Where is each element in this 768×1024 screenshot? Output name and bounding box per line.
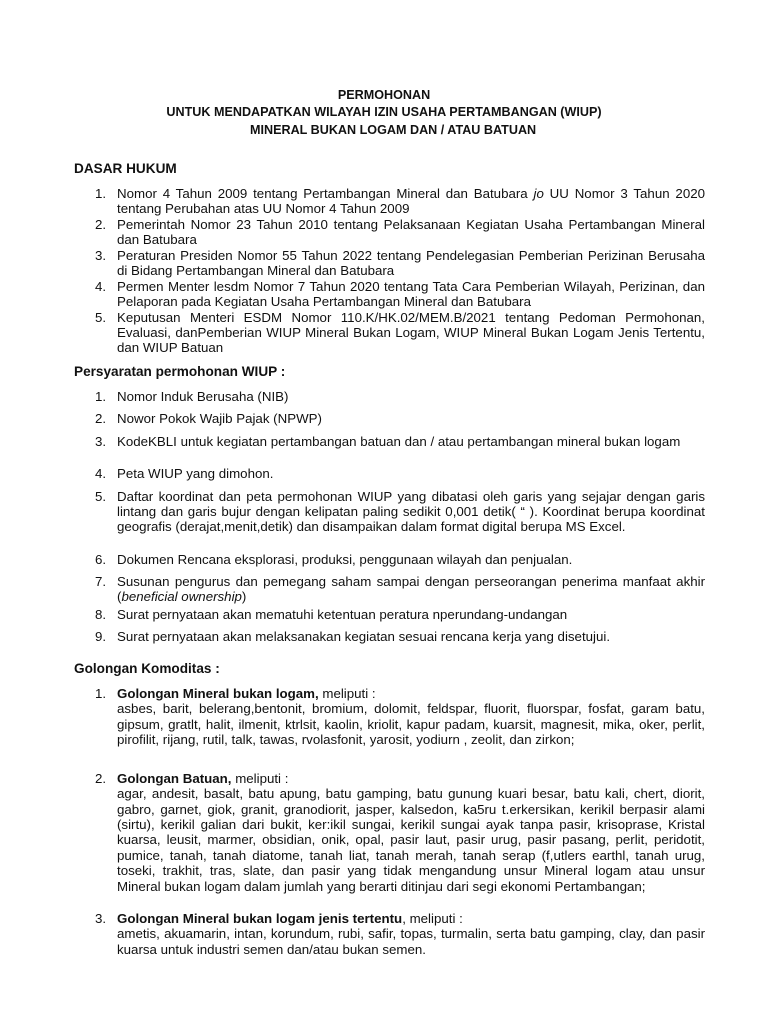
list-item: 3. Peraturan Presiden Nomor 55 Tahun 2022 tentang Pendelegasian Pemberian Perizinan Berusaha di Bidang Pertambangan Mineral dan Batubara <box>95 248 705 279</box>
dasar-hukum-heading: DASAR HUKUM <box>74 161 177 176</box>
golongan-item-2: 2. Golongan Batuan, meliputi : agar, andesit, basalt, batu apung, batu gamping, batu gunung kuari besar, batu kali, chert, diorit, gabro, garnet, giok, granit, granodiorit, jasper, kalsedon, ka5ru t.erkersikan, kerikil berpasir alami (sirtu), kerikil galian dari bukit, ker:ikil sungai, kerikil sungai ayak tanpa pasir, krisoprase, Kristal kuarsa, leusit, marmer, obsidian, onik, opal, pasir laut, pasir urug, pasir pasang, perlit, peridotit, pumice, tanah, tanah diatome, tanah liat, tanah merah, tanah serap (f,utlers earthl, tanah urug, toseki, trakhit, tras, slate, dan pasir yang tidak mengandung unsur Mineral logam atau unsur Mineral bukan logam dalam jumlah yang berarti ditinjau dari segi ekonomi Pertambangan; <box>95 771 705 894</box>
list-item: 1. Nomor Induk Berusaha (NIB) <box>95 389 289 404</box>
list-item: 3. KodeKBLI untuk kegiatan pertambangan batuan dan / atau pertambangan mineral bukan logam <box>95 434 681 449</box>
dasar-hukum-list <box>95 186 705 356</box>
list-item: 7. Susunan pengurus dan pemegang saham sampai dengan perseorangan penerima manfaat akhir (beneficial ownership) <box>95 574 705 605</box>
golongan-body: agar, andesit, basalt, batu apung, batu gamping, batu gunung kuari besar, batu kali, chert, diorit, gabro, garnet, giok, granit, granodiorit, jasper, kalsedon, ka5ru t.erkersikan, kerikil berpasir alami (sirtu), kerikil galian dari bukit, ker:ikil sungai, kerikil sungai ayak tanpa pasir, krisoprase, Kristal kuarsa, leusit, marmer, obsidian, onik, opal, pasir laut, pasir urug, pasir pasang, perlit, peridotit, pumice, tanah, tanah diatome, tanah liat, tanah merah, tanah serap (f,utlers earthl, tanah urug, toseki, trakhit, tras, slate, dan pasir yang tidak mengandung unsur Mineral logam atau unsur Mineral bukan logam dalam jumlah yang berarti ditinjau dari segi ekonomi Pertambangan; <box>117 786 705 894</box>
golongan-item-3: 3. Golongan Mineral bukan logam jenis tertentu, meliputi : ametis, akuamarin, intan, korundum, rubi, safir, topas, turmalin, serta batu gamping, clay, dan pasir kuarsa untuk industri semen dan/atau bukan semen. <box>95 911 705 957</box>
list-item: 5. Daftar koordinat dan peta permohonan WIUP yang dibatasi oleh garis yang sejajar dengan garis lintang dan garis bujur dengan kelipatan paling sedikit 0,001 detik( “ ). Koordinat berupa koordinat geografis (derajat,menit,detik) dan disampaikan dalam format digital berupa MS Excel. <box>95 489 705 535</box>
list-item: 4. Permen Menter lesdm Nomor 7 Tahun 2020 tentang Tata Cara Pemberian Wilayah, Perizinan, dan Pelaporan pada Kegiatan Usaha Pertambangan Mineral dan Batubara <box>95 279 705 310</box>
golongan-body: ametis, akuamarin, intan, korundum, rubi, safir, topas, turmalin, serta batu gamping, clay, dan pasir kuarsa untuk industri semen dan/atau bukan semen. <box>117 926 705 957</box>
list-item: 4. Peta WIUP yang dimohon. <box>95 466 274 481</box>
golongan-heading: Golongan Komoditas : <box>74 661 220 676</box>
persyaratan-heading: Persyaratan permohonan WIUP : <box>74 364 286 379</box>
golongan-body: asbes, barit, belerang,bentonit, bromium, dolomit, feldspar, fluorit, fluorspar, fosfat, garam batu, gipsum, gratlt, halit, ilmenit, ktrlsit, kaolin, kriolit, kapur padam, kuarsit, magnesit, mika, oker, perlit, pirofilit, rijang, rutil, talk, tawas, rvolasfonit, yarosit, yodiurn , zeolit, dan zirkon; <box>117 701 705 748</box>
golongan-item-1: 1. Golongan Mineral bukan logam, meliputi : asbes, barit, belerang,bentonit, bromium, dolomit, feldspar, fluorit, fluorspar, fosfat, garam batu, gipsum, gratlt, halit, ilmenit, ktrlsit, kaolin, kriolit, kapur padam, kuarsit, magnesit, mika, oker, perlit, pirofilit, rijang, rutil, talk, tawas, rvolasfonit, yarosit, yodiurn , zeolit, dan zirkon; <box>95 686 705 748</box>
list-item: 1. Nomor 4 Tahun 2009 tentang Pertambangan Mineral dan Batubara jo UU Nomor 3 Tahun 2020 tentang Perubahan atas UU Nomor 4 Tahun 2009 <box>95 186 705 217</box>
list-item: 9. Surat pernyataan akan melaksanakan kegiatan sesuai rencana kerja yang disetujui. <box>95 629 611 644</box>
persyaratan-list <box>95 389 705 644</box>
document-title-line-1: PERMOHONAN <box>337 88 431 102</box>
document-title-line-3: MINERAL BUKAN LOGAM DAN / ATAU BATUAN <box>250 123 537 137</box>
list-item: 6. Dokumen Rencana eksplorasi, produksi, penggunaan wilayah dan penjualan. <box>95 552 573 567</box>
list-item: 5. Keputusan Menteri ESDM Nomor 110.K/HK.02/MEM.B/2021 tentang Pedoman Permohonan, Evaluasi, danPemberian WIUP Mineral Bukan Logam, WIUP Mineral Bukan Logam Jenis Tertentu, dan WIUP Batuan <box>95 310 705 356</box>
list-item: 2. Nowor Pokok Wajib Pajak (NPWP) <box>95 411 322 426</box>
list-item: 8. Surat pernyataan akan mematuhi ketentuan peratura nperundang-undangan <box>95 607 568 622</box>
list-item: 2. Pemerintah Nomor 23 Tahun 2010 tentang Pelaksanaan Kegiatan Usaha Pertambangan Mineral dan Batubara <box>95 217 705 248</box>
document-title-line-2: UNTUK MENDAPATKAN WILAYAH IZIN USAHA PERTAMBANGAN (WIUP) <box>166 105 602 119</box>
